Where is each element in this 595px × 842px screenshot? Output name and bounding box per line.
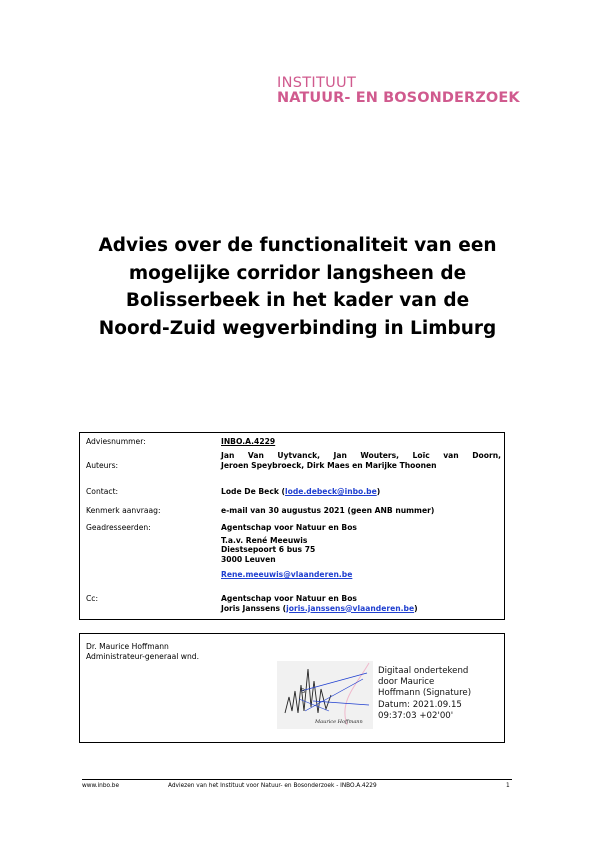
cc-close: )	[414, 603, 418, 613]
kenmerk-label: Kenmerk aanvraag:	[86, 506, 161, 515]
signatory-name: Dr. Maurice Hoffmann	[86, 642, 169, 651]
title-line: Bolisserbeek in het kader van de	[125, 290, 470, 311]
contact-value	[221, 487, 501, 497]
signatory	[86, 642, 199, 662]
geadres-org: Agentschap voor Natuur en Bos	[221, 523, 357, 532]
geadresseerden-label: Geadresseerden:	[86, 523, 151, 532]
geadres-city: 3000 Leuven	[221, 554, 276, 564]
kenmerk-value: e-mail van 30 augustus 2021 (geen ANB nummer)	[221, 506, 435, 515]
digital-signature-text	[378, 666, 471, 722]
cc-name: Joris Janssens (	[221, 603, 287, 613]
contact-name: Lode De Beck (	[221, 487, 285, 496]
advies-value: INBO.A.4229	[221, 437, 276, 446]
cc-email-link[interactable]: joris.janssens@vlaanderen.be	[286, 603, 415, 613]
footer-rule	[82, 779, 512, 780]
geadresseerden-value	[221, 523, 501, 580]
contact-close: )	[376, 487, 381, 496]
signature-box	[79, 633, 505, 743]
title-line: mogelijke corridor langsheen de	[128, 262, 467, 284]
digital-line: Hoffmann (Signature)	[378, 688, 472, 699]
title-line: Noord-Zuid wegverbinding in Limburg	[98, 317, 497, 339]
metadata-box	[79, 432, 505, 620]
digital-line: 09:37:03 +02'00'	[378, 710, 454, 721]
document-title	[60, 232, 535, 342]
inbo-logo	[277, 76, 520, 106]
handwritten-signature-image	[277, 661, 373, 729]
geadres-tav: T.a.v. René Meeuwis	[221, 535, 308, 545]
footer-website: www.inbo.be	[82, 783, 120, 789]
signature-caption: Maurice Hoffmann	[315, 719, 363, 725]
digital-line: Digitaal ondertekend	[378, 666, 469, 676]
auteurs-value	[221, 451, 501, 470]
auteurs-line-2: Jeroen Speybroeck, Dirk Maes en Marijke Thoonen	[221, 460, 437, 470]
title-line: Advies over de functionaliteit van een	[98, 235, 497, 256]
signatory-role: Administrateur-generaal wnd.	[86, 652, 200, 661]
logo-line-1: INSTITUUT	[277, 75, 357, 91]
cc-org: Agentschap voor Natuur en Bos	[221, 594, 357, 603]
cc-value	[221, 594, 501, 613]
advies-label: Adviesnummer:	[86, 437, 146, 446]
digital-line: Datum: 2021.09.15	[378, 699, 462, 710]
auteurs-label: Auteurs:	[86, 461, 119, 470]
geadres-street: Diestsepoort 6 bus 75	[221, 545, 316, 555]
logo-line-2: NATUUR- EN BOSONDERZOEK	[277, 90, 520, 107]
cc-person	[221, 604, 501, 614]
auteurs-line-1: Jan Van Uytvanck, Jan Wouters, Loïc van Doorn,	[221, 451, 501, 460]
digital-line: door Maurice	[378, 677, 435, 688]
cc-label: Cc:	[86, 594, 99, 603]
footer-page-number: 1	[506, 783, 510, 789]
svg-text:B: B	[301, 688, 306, 695]
contact-email-link[interactable]: lode.debeck@inbo.be	[285, 487, 377, 496]
contact-label: Contact:	[86, 487, 119, 496]
footer-series: Adviezen van het Instituut voor Natuur- en Bosonderzoek - INBO.A.4229	[168, 783, 377, 789]
geadres-email-link[interactable]: Rene.meeuwis@vlaanderen.be	[221, 570, 353, 580]
